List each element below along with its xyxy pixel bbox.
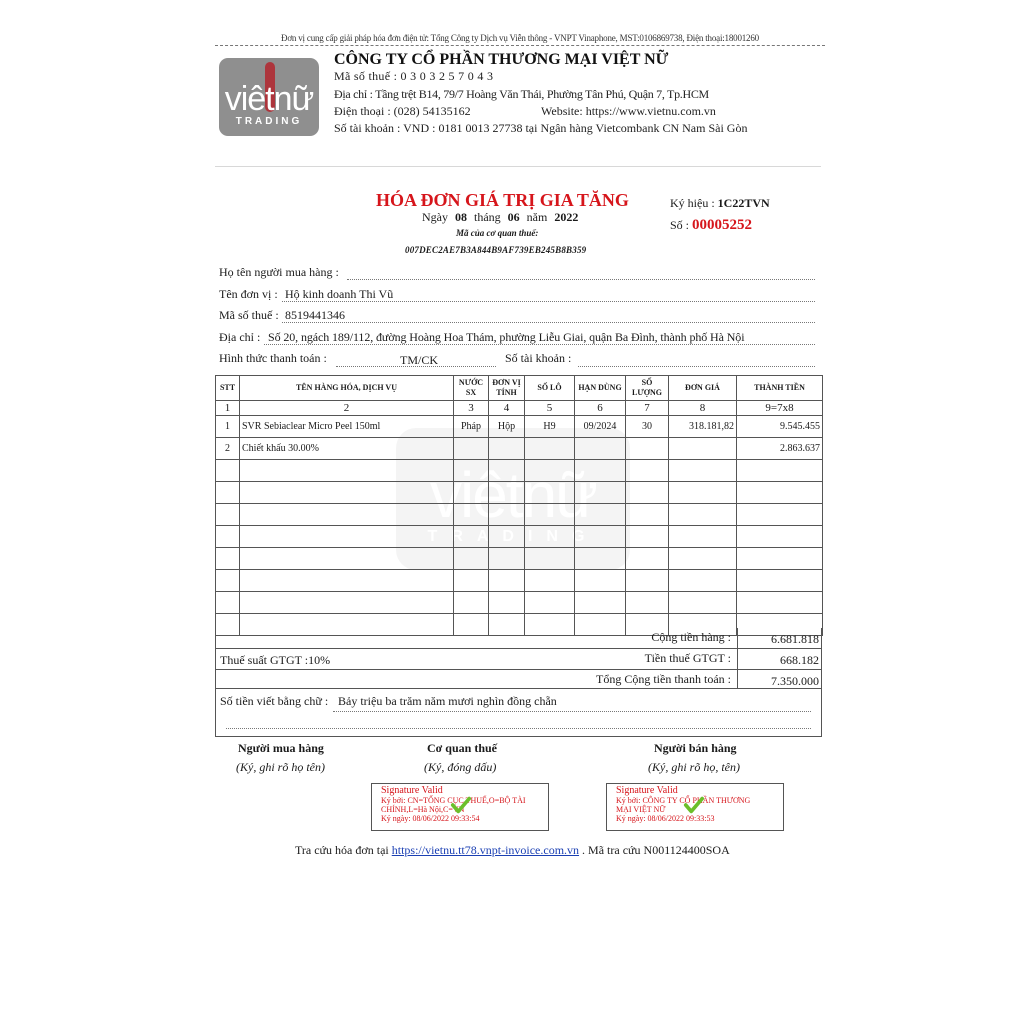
logo-watermark: viêtnữ TRADING bbox=[396, 428, 630, 570]
seller-website: Website: https://www.vietnu.com.vn bbox=[541, 104, 716, 118]
empty-row bbox=[216, 482, 823, 504]
vat-value: 668.182 bbox=[780, 653, 819, 667]
seller-address: Địa chỉ : Tầng trệt B14, 79/7 Hoàng Văn Thái, Phường Tân Phú, Quận 7, Tp.HCM bbox=[334, 87, 709, 101]
empty-row bbox=[216, 592, 823, 614]
empty-row bbox=[216, 526, 823, 548]
vat-rate: Thuế suất GTGT :10% bbox=[220, 653, 331, 667]
buyer-tax-label: Mã số thuế : bbox=[219, 308, 279, 322]
header-quantity: SỐ LƯỢNG bbox=[626, 376, 669, 401]
top-divider bbox=[215, 45, 825, 46]
company-logo bbox=[219, 58, 319, 136]
empty-row bbox=[216, 548, 823, 570]
invoice-symbol: Ký hiệu : 1C22TVN bbox=[670, 196, 770, 210]
header-price: ĐƠN GIÁ bbox=[669, 376, 737, 401]
check-icon bbox=[450, 794, 472, 816]
lookup-link[interactable]: https://vietnu.tt78.vnpt-invoice.com.vn bbox=[391, 843, 580, 857]
grand-total-value: 7.350.000 bbox=[771, 674, 819, 688]
buyer-name-line bbox=[347, 279, 815, 280]
tax-signature-title: Cơ quan thuế bbox=[427, 741, 498, 755]
table-header-row bbox=[216, 376, 823, 401]
buyer-account-line bbox=[578, 366, 815, 367]
buyer-name-label: Họ tên người mua hàng : bbox=[219, 265, 339, 279]
empty-row bbox=[216, 504, 823, 526]
totals-block bbox=[215, 628, 822, 737]
logo-word: viêtnữ bbox=[224, 80, 314, 118]
tax-authority-code: 007DEC2AE7B3A844B9AF739EB245B8B359 bbox=[405, 245, 587, 255]
header-name: TÊN HÀNG HÓA, DỊCH VỤ bbox=[240, 376, 454, 401]
logo-sub: TRADING bbox=[235, 116, 303, 127]
seller-name: CÔNG TY CỔ PHẦN THƯƠNG MẠI VIỆT NỮ bbox=[334, 51, 669, 68]
buyer-unit-value: Hộ kinh doanh Thi Vũ bbox=[285, 287, 394, 301]
lookup-line: Tra cứu hóa đơn tại https://vietnu.tt78.vnpt-invoice.com.vn . Mã tra cứu N001124400SOA bbox=[295, 843, 730, 857]
buyer-address-label: Địa chỉ : bbox=[219, 330, 261, 344]
header-stt: STT bbox=[216, 376, 240, 401]
seller-account: Số tài khoản : VND : 0181 0013 27738 tại Ngân hàng Vietcombank CN Nam Sài Gòn bbox=[334, 121, 748, 135]
seller-signature-note: (Ký, ghi rõ họ, tên) bbox=[648, 760, 740, 774]
buyer-account-label: Số tài khoản : bbox=[505, 351, 572, 365]
check-icon bbox=[683, 794, 705, 816]
invoice-date: Ngày 08 tháng 06 năm 2022 bbox=[422, 210, 579, 224]
vat-label: Tiền thuế GTGT : bbox=[644, 651, 731, 665]
header-lot: SỐ LÔ bbox=[525, 376, 575, 401]
buyer-tax-value: 8519441346 bbox=[285, 308, 345, 322]
seller-tax-code: Mã số thuế : 0 3 0 3 2 5 7 0 4 3 bbox=[334, 69, 494, 83]
subtotal-label: Cộng tiền hàng : bbox=[651, 630, 731, 644]
seller-signature-stamp: Signature Valid Ký bởi: CÔNG TY CỔ PHẦN THƯƠNG MẠI VIỆT NỮ Ký ngày: 08/06/2022 09:33:53 bbox=[606, 783, 784, 831]
table-index-row: 1 2 3 4 5 6 7 8 9=7x8 bbox=[216, 401, 823, 416]
amount-in-words-label: Số tiền viết bằng chữ : bbox=[220, 694, 329, 708]
seller-phone: Điện thoại : (028) 54135162 bbox=[334, 104, 471, 118]
amount-in-words: Bảy triệu ba trăm năm mươi nghìn đồng chẵn bbox=[338, 694, 557, 708]
table-row: 1 SVR Sebiaclear Micro Peel 150ml Pháp Hộp H9 09/2024 30 318.181,82 9.545.455 bbox=[216, 416, 823, 438]
table-row: 2 Chiết khấu 30.00% 2.863.637 bbox=[216, 438, 823, 460]
header-expiry: HẠN DÙNG bbox=[575, 376, 626, 401]
payment-method-label: Hình thức thanh toán : bbox=[219, 351, 327, 365]
header-divider bbox=[215, 166, 821, 167]
header-unit: ĐƠN VỊ TÍNH bbox=[489, 376, 525, 401]
header-amount: THÀNH TIỀN bbox=[737, 376, 823, 401]
invoice-number: Số : 00005252 bbox=[670, 217, 753, 233]
buyer-unit-label: Tên đơn vị : bbox=[219, 287, 278, 301]
buyer-tax-line bbox=[282, 322, 815, 323]
tax-signature-note: (Ký, đóng dấu) bbox=[424, 760, 497, 774]
empty-row bbox=[216, 460, 823, 482]
buyer-address-value: Số 20, ngách 189/112, đường Hoàng Hoa Thám, phường Liễu Giai, quận Ba Đình, thành phố Hà Nội bbox=[268, 330, 745, 344]
subtotal-value: 6.681.818 bbox=[771, 632, 819, 646]
empty-row bbox=[216, 570, 823, 592]
buyer-signature-title: Người mua hàng bbox=[238, 741, 324, 755]
totals-column-separator bbox=[737, 628, 738, 688]
tax-signature-stamp: Signature Valid Ký bởi: CN=TỔNG CỤC THUẾ,O=BỘ TÀI CHÍNH,L=Hà Nội,C=VN Ký ngày: 08/06/2022 09:33:54 bbox=[371, 783, 549, 831]
seller-signature-title: Người bán hàng bbox=[654, 741, 737, 755]
buyer-signature-note: (Ký, ghi rõ họ tên) bbox=[236, 760, 325, 774]
items-table bbox=[215, 375, 823, 636]
tax-authority-code-label: Mã của cơ quan thuế: bbox=[456, 228, 539, 238]
grand-total-label: Tổng Cộng tiền thanh toán : bbox=[596, 672, 731, 686]
invoice-title: HÓA ĐƠN GIÁ TRỊ GIA TĂNG bbox=[376, 190, 629, 210]
provider-line: Đơn vị cung cấp giải pháp hóa đơn điện tử: Tổng Công ty Dịch vụ Viễn thông - VNPT Vinaphone, MST:0106869738, Điện thoại:18001260 bbox=[281, 33, 759, 43]
payment-method-value: TM/CK bbox=[400, 353, 439, 367]
header-country: NƯỚC SX bbox=[454, 376, 489, 401]
